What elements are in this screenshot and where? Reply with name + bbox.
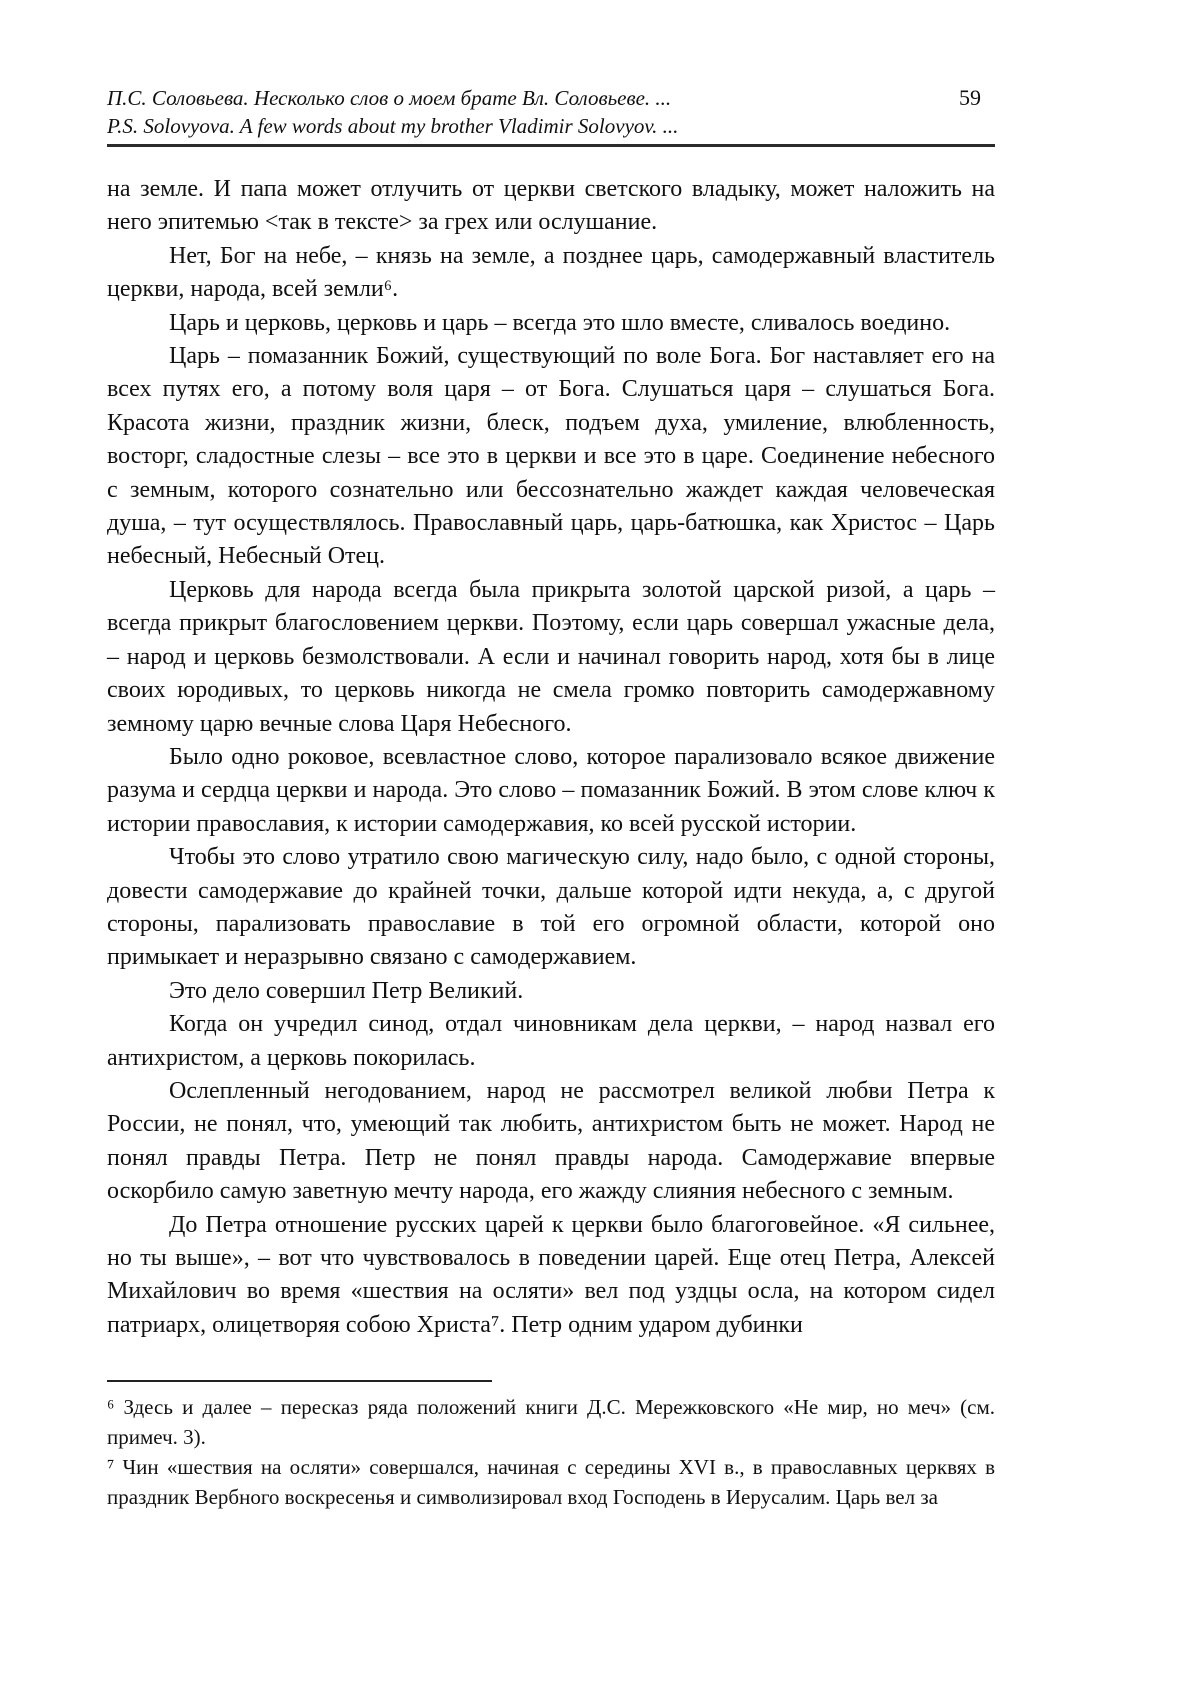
footnotes-section xyxy=(107,1380,995,1512)
body-paragraph: Царь и церковь, церковь и царь – всегда это шло вместе, сливалось воедино. xyxy=(169,309,951,336)
header-divider xyxy=(107,144,995,147)
body-paragraph: Чтобы это слово утратило свою магическую силу, надо было, с одной стороны, довести самодержавие до крайней точки, дальше которой идти некуда, а, с другой стороны, парализовать православие в той его огромной области, которой оно примыкает и неразрывно связано с самодержавием. xyxy=(107,844,995,971)
running-title-russian: П.С. Соловьева. Несколько слов о моем брате Вл. Соловьеве. ... xyxy=(107,86,672,110)
body-paragraph: Было одно роковое, всевластное слово, которое парализовало всякое движение разума и сердца церкви и народа. Это слово – помазанник Божий. В этом слове ключ к истории православия, к истории самодержавия, ко всей русской истории. xyxy=(107,743,995,837)
body-text xyxy=(107,173,995,1342)
page-header xyxy=(107,84,995,147)
running-title xyxy=(107,84,678,140)
body-paragraph: Нет, Бог на небе, – князь на земле, а позднее царь, самодержавный властитель церкви, народа, всей земли⁶. xyxy=(107,242,995,303)
body-paragraph: Это дело совершил Петр Великий. xyxy=(169,977,524,1004)
body-paragraph: Когда он учредил синод, отдал чиновникам дела церкви, – народ назвал его антихристом, а церковь покорилась. xyxy=(107,1011,995,1071)
running-title-english: P.S. Solovyova. A few words about my brother Vladimir Solovyov. ... xyxy=(107,114,679,138)
body-paragraph: Царь – помазанник Божий, существующий по воле Бога. Бог наставляет его на всех путях его, а потому воля царя – от Бога. Слушаться царя – слушаться Бога. Красота жизни, праздник жизни, блеск, подъем духа, умиление, влюбленность, восторг, сладостные слезы – все это в церкви и все это в царе. Соединение небесного с земным, которого сознательно или бессознательно жаждет каждая человеческая душа, – тут осуществлялось. Православный царь, царь-батюшка, как Христос – Царь небесный, Небесный Отец. xyxy=(107,343,995,570)
body-paragraph: на земле. И папа может отлучить от церкви светского владыку, может наложить на него эпитемью <так в тексте> за грех или ослушание. xyxy=(107,176,995,236)
footnote-divider xyxy=(107,1380,492,1382)
body-paragraph: Ослепленный негодованием, народ не рассмотрел великой любви Петра к России, не понял, что, умеющий так любить, антихристом быть не может. Народ не понял правды Петра. Петр не понял правды народа. Самодержавие впервые оскорбило самую заветную мечту народа, его жажду слияния небесного с земным. xyxy=(107,1077,995,1205)
body-paragraph: До Петра отношение русских царей к церкви было благоговейное. «Я сильнее, но ты выше», – вот что чувствовалось в поведении царей. Еще отец Петра, Алексей Михайлович во время «шествия на осляти» вел под уздцы осла, на котором сидел патриарх, олицетворяя собою Христа⁷. Петр одним ударом дубинки xyxy=(107,1211,995,1338)
page-number: 59 xyxy=(959,85,981,110)
footnote: ⁶ Здесь и далее – пересказ ряда положений книги Д.С. Мережковского «Не мир, но меч» (см. примеч. 3). xyxy=(107,1395,995,1450)
footnote: ⁷ Чин «шествия на осляти» совершался, начиная с середины XVI в., в православных церквях в праздник Вербного воскресенья и символизировал вход Господень в Иерусалим. Царь вел за xyxy=(107,1455,995,1510)
body-paragraph: Церковь для народа всегда была прикрыта золотой царской ризой, а царь – всегда прикрыт благословением церкви. Поэтому, если царь совершал ужасные дела, – народ и церковь безмолствовали. А если и начинал говорить народ, хотя бы в лице своих юродивых, то церковь никогда не смела громко повторить самодержавному земному царю вечные слова Царя Небесного. xyxy=(107,576,995,737)
header-row xyxy=(107,84,995,140)
